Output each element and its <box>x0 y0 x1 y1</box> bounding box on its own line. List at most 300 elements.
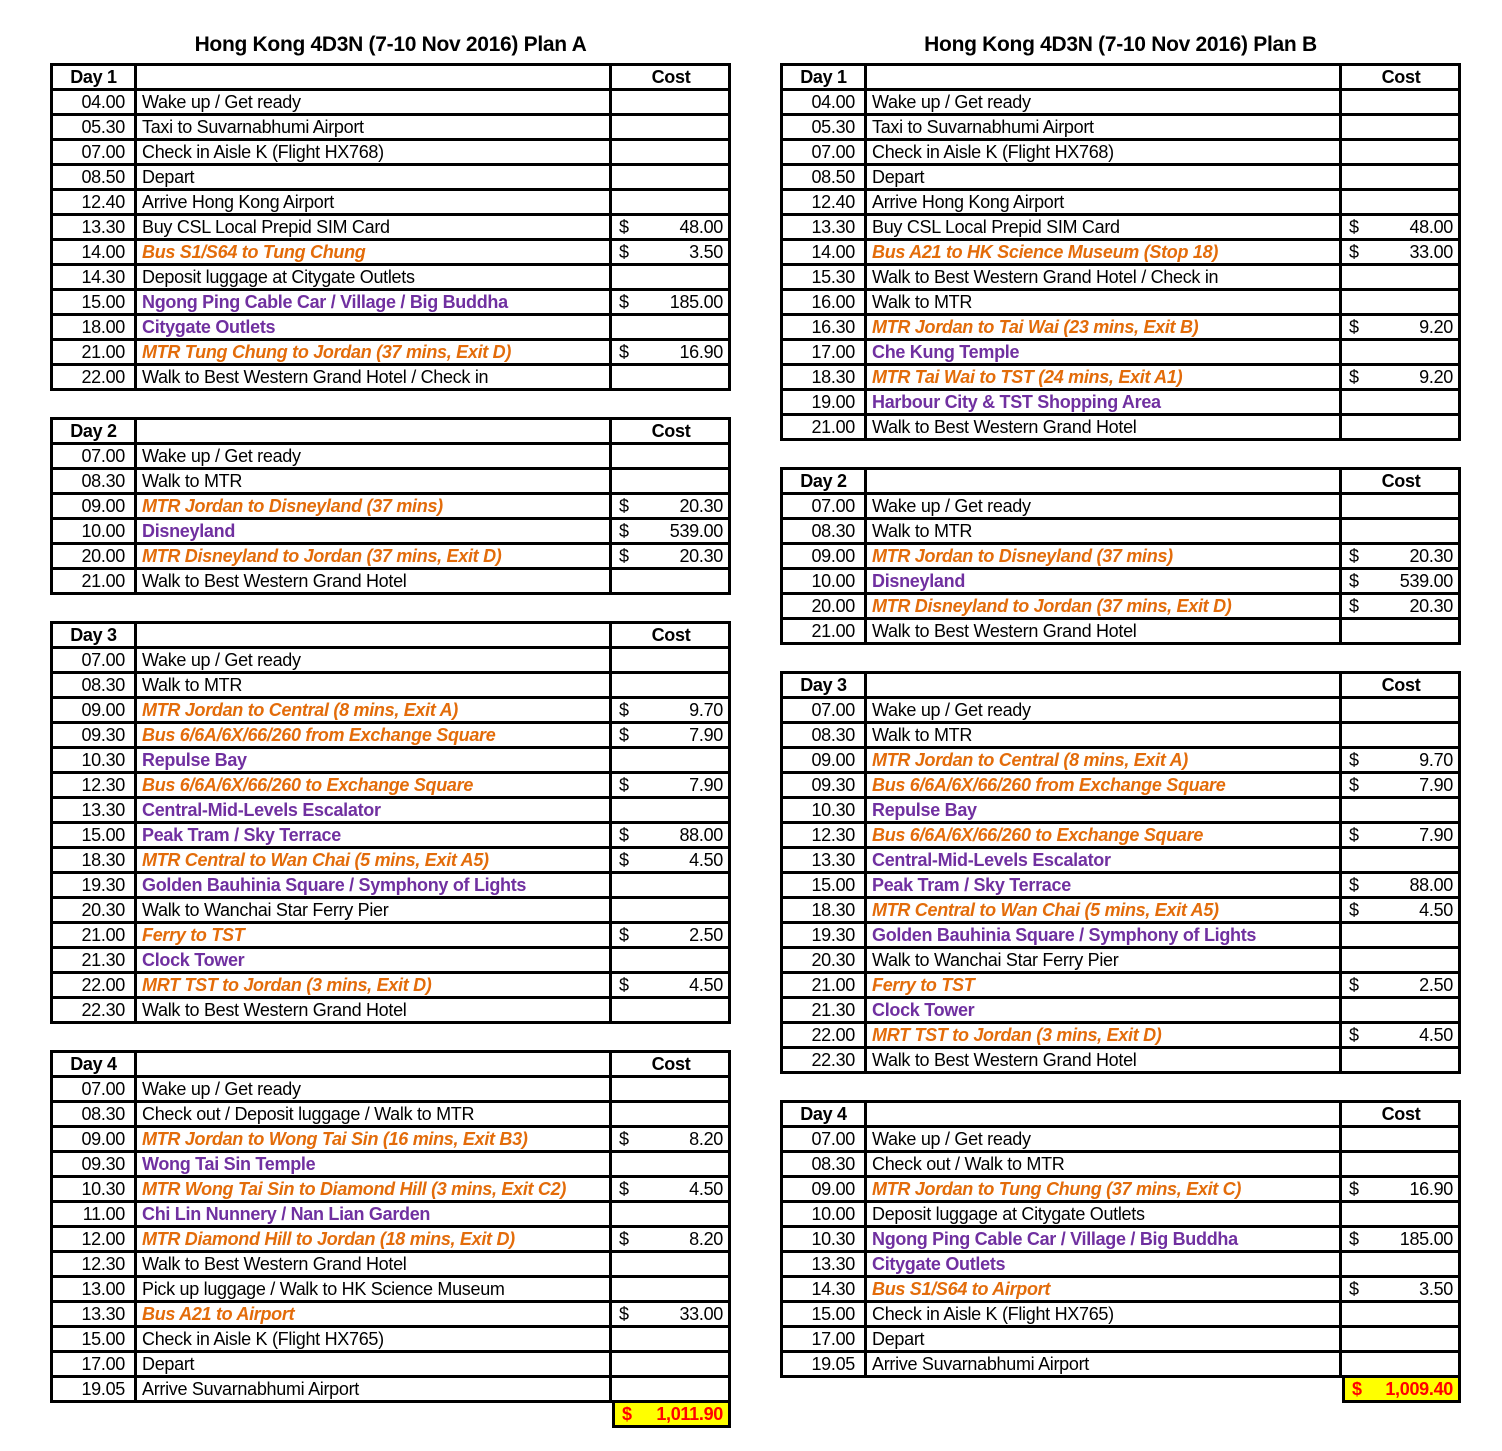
activity-cell: Walk to MTR <box>867 724 1342 746</box>
activity-cell: Ferry to TST <box>867 974 1342 996</box>
day-label: Day 3 <box>783 674 867 696</box>
itinerary-row <box>780 846 1461 874</box>
time-cell: 07.00 <box>783 495 867 517</box>
cost-amount: 2.50 <box>1419 975 1453 995</box>
cost-amount: 9.70 <box>689 700 723 720</box>
cost-cell <box>1342 191 1458 213</box>
itinerary-row <box>780 1300 1461 1328</box>
cost-cell <box>612 774 728 796</box>
activity-cell: Clock Tower <box>867 999 1342 1021</box>
time-cell: 08.50 <box>53 166 137 188</box>
itinerary-row <box>780 163 1461 191</box>
time-cell: 13.30 <box>53 216 137 238</box>
time-cell: 14.00 <box>783 241 867 263</box>
itinerary-row <box>780 1125 1461 1153</box>
cost-cell <box>612 899 728 921</box>
cost-cell <box>1342 341 1458 363</box>
time-cell: 08.30 <box>53 674 137 696</box>
day-header-row <box>780 63 1461 91</box>
activity-cell: Wake up / Get ready <box>867 1128 1342 1150</box>
activity-cell: Deposit luggage at Citygate Outlets <box>867 1203 1342 1225</box>
currency-symbol: $ <box>619 850 629 870</box>
day-label: Day 4 <box>783 1103 867 1125</box>
cost-cell <box>612 724 728 746</box>
cost-cell <box>1342 1303 1458 1325</box>
itinerary-row <box>780 288 1461 316</box>
plan-b-days <box>780 63 1461 1403</box>
day-header-row <box>780 467 1461 495</box>
itinerary-row <box>50 1100 731 1128</box>
cost-cell <box>612 1303 728 1325</box>
cost-cell <box>1342 699 1458 721</box>
time-cell: 17.00 <box>783 341 867 363</box>
currency-symbol: $ <box>619 925 629 945</box>
day-table <box>50 621 731 1024</box>
itinerary-row <box>50 1275 731 1303</box>
activity-cell: Check out / Deposit luggage / Walk to MTR <box>137 1103 612 1125</box>
activity-cell: Check in Aisle K (Flight HX765) <box>867 1303 1342 1325</box>
time-cell: 10.30 <box>783 1228 867 1250</box>
activity-cell: MTR Tai Wai to TST (24 mins, Exit A1) <box>867 366 1342 388</box>
time-cell: 05.30 <box>783 116 867 138</box>
currency-symbol: $ <box>619 1179 629 1199</box>
activity-cell: Buy CSL Local Prepid SIM Card <box>867 216 1342 238</box>
itinerary-row <box>50 1300 731 1328</box>
cost-cell <box>612 341 728 363</box>
header-spacer <box>137 624 612 646</box>
activity-cell: Chi Lin Nunnery / Nan Lian Garden <box>137 1203 612 1225</box>
activity-cell: Bus 6/6A/6X/66/260 to Exchange Square <box>867 824 1342 846</box>
grand-total-amount: 1,009.40 <box>1385 1379 1453 1399</box>
time-cell: 11.00 <box>53 1203 137 1225</box>
cost-amount: 8.20 <box>689 1129 723 1149</box>
activity-cell: MTR Jordan to Central (8 mins, Exit A) <box>137 699 612 721</box>
activity-cell: Walk to Best Western Grand Hotel <box>137 999 612 1021</box>
cost-cell <box>1342 1253 1458 1275</box>
cost-cell <box>1342 1153 1458 1175</box>
activity-cell: MTR Central to Wan Chai (5 mins, Exit A5) <box>867 899 1342 921</box>
day-table <box>780 63 1461 441</box>
time-cell: 09.30 <box>53 1153 137 1175</box>
itinerary-row <box>780 871 1461 899</box>
cost-amount: 7.90 <box>1419 775 1453 795</box>
cost-cell <box>612 241 728 263</box>
activity-cell: Repulse Bay <box>867 799 1342 821</box>
currency-symbol: $ <box>1349 571 1359 591</box>
itinerary-row <box>50 188 731 216</box>
time-cell: 09.30 <box>53 724 137 746</box>
time-cell: 15.30 <box>783 266 867 288</box>
cost-cell <box>612 91 728 113</box>
itinerary-row <box>780 771 1461 799</box>
activity-cell: MRT TST to Jordan (3 mins, Exit D) <box>137 974 612 996</box>
currency-symbol: $ <box>1349 217 1359 237</box>
cost-cell <box>1342 1278 1458 1300</box>
time-cell: 22.00 <box>53 974 137 996</box>
cost-cell <box>1342 1049 1458 1071</box>
cost-cell <box>1342 166 1458 188</box>
cost-amount: 20.30 <box>679 496 723 516</box>
cost-amount: 539.00 <box>669 521 723 541</box>
activity-cell: Bus 6/6A/6X/66/260 from Exchange Square <box>137 724 612 746</box>
time-cell: 15.00 <box>783 1303 867 1325</box>
time-cell: 15.00 <box>53 291 137 313</box>
time-cell: 21.00 <box>53 341 137 363</box>
cost-amount: 4.50 <box>689 850 723 870</box>
activity-cell: Citygate Outlets <box>137 316 612 338</box>
cost-cell <box>612 1153 728 1175</box>
currency-symbol: $ <box>1349 317 1359 337</box>
time-cell: 12.40 <box>783 191 867 213</box>
activity-cell: Central-Mid-Levels Escalator <box>137 799 612 821</box>
day-table <box>50 1050 731 1403</box>
itinerary-row <box>780 1200 1461 1228</box>
activity-cell: Central-Mid-Levels Escalator <box>867 849 1342 871</box>
activity-cell: Wake up / Get ready <box>137 649 612 671</box>
currency-symbol: $ <box>619 725 629 745</box>
cost-cell <box>612 1228 728 1250</box>
activity-cell: Arrive Suvarnabhumi Airport <box>137 1378 612 1400</box>
cost-cell <box>612 520 728 542</box>
time-cell: 18.00 <box>53 316 137 338</box>
itinerary-row <box>50 696 731 724</box>
currency-symbol: $ <box>1349 546 1359 566</box>
time-cell: 04.00 <box>53 91 137 113</box>
currency-symbol: $ <box>1349 1229 1359 1249</box>
cost-cell <box>612 799 728 821</box>
day-label: Day 1 <box>783 66 867 88</box>
time-cell: 09.00 <box>783 749 867 771</box>
day-header-row <box>50 1050 731 1078</box>
cost-cell <box>612 216 728 238</box>
activity-cell: Disneyland <box>137 520 612 542</box>
time-cell: 13.30 <box>53 1303 137 1325</box>
cost-cell <box>1342 595 1458 617</box>
itinerary-row <box>780 592 1461 620</box>
cost-cell <box>612 1128 728 1150</box>
header-spacer <box>137 420 612 442</box>
itinerary-row <box>780 821 1461 849</box>
itinerary-row <box>50 517 731 545</box>
cost-amount: 20.30 <box>679 546 723 566</box>
cost-amount: 20.30 <box>1409 546 1453 566</box>
time-cell: 10.00 <box>53 520 137 542</box>
activity-cell: Wake up / Get ready <box>867 699 1342 721</box>
activity-cell: Bus A21 to Airport <box>137 1303 612 1325</box>
time-cell: 13.30 <box>53 799 137 821</box>
time-cell: 19.00 <box>783 391 867 413</box>
activity-cell: Wake up / Get ready <box>137 91 612 113</box>
cost-column-header: Cost <box>1381 67 1421 87</box>
cost-cell <box>1342 874 1458 896</box>
cost-column-header: Cost <box>651 625 691 645</box>
cost-cell <box>612 291 728 313</box>
activity-cell: MTR Jordan to Central (8 mins, Exit A) <box>867 749 1342 771</box>
currency-symbol: $ <box>619 700 629 720</box>
itinerary-row <box>780 1250 1461 1278</box>
itinerary-row <box>780 1225 1461 1253</box>
itinerary-row <box>780 1350 1461 1378</box>
currency-symbol: $ <box>1349 975 1359 995</box>
itinerary-row <box>50 1225 731 1253</box>
cost-amount: 33.00 <box>1409 242 1453 262</box>
time-cell: 16.30 <box>783 316 867 338</box>
cost-cell <box>612 191 728 213</box>
cost-cell <box>1342 774 1458 796</box>
cost-cell <box>1342 724 1458 746</box>
itinerary-row <box>50 1375 731 1403</box>
time-cell: 07.00 <box>53 445 137 467</box>
cost-cell <box>612 1253 728 1275</box>
itinerary-row <box>50 771 731 799</box>
cost-cell <box>612 849 728 871</box>
cost-cell <box>612 824 728 846</box>
cost-cell <box>1342 241 1458 263</box>
itinerary-row <box>780 413 1461 441</box>
currency-symbol: $ <box>1349 775 1359 795</box>
activity-cell: MTR Jordan to Tung Chung (37 mins, Exit C) <box>867 1178 1342 1200</box>
cost-amount: 48.00 <box>679 217 723 237</box>
itinerary-row <box>50 313 731 341</box>
itinerary-row <box>50 263 731 291</box>
currency-symbol: $ <box>619 242 629 262</box>
time-cell: 07.00 <box>53 649 137 671</box>
day-table <box>50 63 731 391</box>
header-spacer <box>867 674 1342 696</box>
cost-cell <box>612 1178 728 1200</box>
plan-title: Hong Kong 4D3N (7-10 Nov 2016) Plan B <box>924 33 1317 56</box>
itinerary-row <box>50 671 731 699</box>
itinerary-row <box>780 1275 1461 1303</box>
activity-cell: Check out / Walk to MTR <box>867 1153 1342 1175</box>
currency-symbol: $ <box>619 1129 629 1149</box>
currency-symbol: $ <box>1349 1025 1359 1045</box>
activity-cell: MTR Jordan to Disneyland (37 mins) <box>137 495 612 517</box>
day-label: Day 2 <box>53 420 137 442</box>
cost-cell <box>1342 749 1458 771</box>
activity-cell: Taxi to Suvarnabhumi Airport <box>137 116 612 138</box>
cost-amount: 7.90 <box>689 725 723 745</box>
activity-cell: Check in Aisle K (Flight HX768) <box>137 141 612 163</box>
time-cell: 18.30 <box>783 366 867 388</box>
activity-cell: Bus S1/S64 to Airport <box>867 1278 1342 1300</box>
activity-cell: Disneyland <box>867 570 1342 592</box>
cost-amount: 539.00 <box>1399 571 1453 591</box>
itinerary-row <box>780 721 1461 749</box>
cost-cell <box>1342 974 1458 996</box>
activity-cell: Repulse Bay <box>137 749 612 771</box>
cost-cell <box>612 949 728 971</box>
cost-cell <box>612 1378 728 1400</box>
cost-amount: 88.00 <box>679 825 723 845</box>
cost-cell <box>612 141 728 163</box>
grand-total-cell <box>612 1400 731 1428</box>
activity-cell: Bus 6/6A/6X/66/260 to Exchange Square <box>137 774 612 796</box>
cost-cell <box>1342 391 1458 413</box>
activity-cell: Arrive Hong Kong Airport <box>137 191 612 213</box>
itinerary-row <box>780 567 1461 595</box>
itinerary-row <box>780 338 1461 366</box>
day-label: Day 3 <box>53 624 137 646</box>
plan-title: Hong Kong 4D3N (7-10 Nov 2016) Plan A <box>194 33 587 56</box>
time-cell: 19.05 <box>783 1353 867 1375</box>
cost-cell <box>612 1203 728 1225</box>
time-cell: 22.00 <box>783 1024 867 1046</box>
itinerary-row <box>780 88 1461 116</box>
cost-amount: 4.50 <box>1419 900 1453 920</box>
grand-total-cell <box>1342 1375 1461 1403</box>
header-spacer <box>137 66 612 88</box>
cost-cell <box>1342 495 1458 517</box>
time-cell: 07.00 <box>783 141 867 163</box>
time-cell: 22.00 <box>53 366 137 388</box>
day-table <box>780 671 1461 1074</box>
time-cell: 21.00 <box>783 416 867 438</box>
itinerary-row <box>50 1125 731 1153</box>
time-cell: 22.30 <box>53 999 137 1021</box>
day-label: Day 2 <box>783 470 867 492</box>
time-cell: 07.00 <box>783 699 867 721</box>
currency-symbol: $ <box>1349 242 1359 262</box>
cost-cell <box>612 366 728 388</box>
time-cell: 12.30 <box>783 824 867 846</box>
activity-cell: Walk to Best Western Grand Hotel <box>137 1253 612 1275</box>
time-cell: 14.00 <box>53 241 137 263</box>
activity-cell: Walk to Best Western Grand Hotel <box>137 570 612 592</box>
activity-cell: MRT TST to Jordan (3 mins, Exit D) <box>867 1024 1342 1046</box>
currency-symbol: $ <box>1349 1179 1359 1199</box>
cost-cell <box>612 570 728 592</box>
time-cell: 21.00 <box>53 570 137 592</box>
cost-amount: 9.20 <box>1419 317 1453 337</box>
time-cell: 09.30 <box>783 774 867 796</box>
time-cell: 20.30 <box>53 899 137 921</box>
activity-cell: Walk to Wanchai Star Ferry Pier <box>867 949 1342 971</box>
currency-symbol: $ <box>619 521 629 541</box>
cost-cell <box>1342 520 1458 542</box>
cost-amount: 88.00 <box>1409 875 1453 895</box>
currency-symbol: $ <box>619 825 629 845</box>
time-cell: 18.30 <box>783 899 867 921</box>
activity-cell: Pick up luggage / Walk to HK Science Museum <box>137 1278 612 1300</box>
cost-column-header: Cost <box>651 67 691 87</box>
header-spacer <box>867 1103 1342 1125</box>
cost-cell <box>612 924 728 946</box>
itinerary-row <box>50 288 731 316</box>
cost-cell <box>1342 116 1458 138</box>
itinerary-row <box>50 213 731 241</box>
day-table <box>50 417 731 595</box>
cost-amount: 33.00 <box>679 1304 723 1324</box>
cost-cell <box>612 874 728 896</box>
cost-cell <box>612 974 728 996</box>
cost-amount: 9.70 <box>1419 750 1453 770</box>
cost-column-header: Cost <box>1381 675 1421 695</box>
time-cell: 07.00 <box>783 1128 867 1150</box>
cost-amount: 4.50 <box>689 975 723 995</box>
activity-cell: Bus A21 to HK Science Museum (Stop 18) <box>867 241 1342 263</box>
total-row <box>50 1400 731 1428</box>
time-cell: 09.00 <box>783 1178 867 1200</box>
cost-cell <box>1342 824 1458 846</box>
time-cell: 10.00 <box>783 570 867 592</box>
time-cell: 09.00 <box>53 699 137 721</box>
cost-amount: 4.50 <box>689 1179 723 1199</box>
cost-cell <box>612 674 728 696</box>
time-cell: 19.30 <box>53 874 137 896</box>
time-cell: 20.00 <box>53 545 137 567</box>
currency-symbol: $ <box>1349 900 1359 920</box>
time-cell: 04.00 <box>783 91 867 113</box>
cost-cell <box>1342 416 1458 438</box>
itinerary-row <box>50 492 731 520</box>
activity-cell: MTR Jordan to Tai Wai (23 mins, Exit B) <box>867 316 1342 338</box>
cost-cell <box>612 699 728 721</box>
currency-symbol: $ <box>1349 1279 1359 1299</box>
cost-cell <box>612 1353 728 1375</box>
cost-cell <box>1342 570 1458 592</box>
itinerary-row <box>780 517 1461 545</box>
activity-cell: MTR Disneyland to Jordan (37 mins, Exit D) <box>867 595 1342 617</box>
currency-symbol: $ <box>1349 596 1359 616</box>
cost-cell <box>612 470 728 492</box>
time-cell: 20.30 <box>783 949 867 971</box>
itinerary-row <box>780 542 1461 570</box>
cost-cell <box>612 316 728 338</box>
time-cell: 09.00 <box>53 495 137 517</box>
activity-cell: Clock Tower <box>137 949 612 971</box>
itinerary-row <box>780 1046 1461 1074</box>
itinerary-row <box>50 163 731 191</box>
activity-cell: Wake up / Get ready <box>867 91 1342 113</box>
currency-symbol: $ <box>1349 825 1359 845</box>
time-cell: 12.00 <box>53 1228 137 1250</box>
time-cell: 21.00 <box>783 974 867 996</box>
time-cell: 14.30 <box>53 266 137 288</box>
itinerary-row <box>780 113 1461 141</box>
itinerary-row <box>780 213 1461 241</box>
cost-cell <box>1342 924 1458 946</box>
itinerary-row <box>50 1075 731 1103</box>
time-cell: 19.30 <box>783 924 867 946</box>
cost-cell <box>1342 799 1458 821</box>
cost-cell <box>1342 620 1458 642</box>
activity-cell: Check in Aisle K (Flight HX765) <box>137 1328 612 1350</box>
time-cell: 08.30 <box>783 1153 867 1175</box>
time-cell: 13.00 <box>53 1278 137 1300</box>
itinerary-row <box>50 442 731 470</box>
activity-cell: Arrive Hong Kong Airport <box>867 191 1342 213</box>
activity-cell: Arrive Suvarnabhumi Airport <box>867 1353 1342 1375</box>
cost-cell <box>1342 545 1458 567</box>
itinerary-row <box>780 1175 1461 1203</box>
activity-cell: Deposit luggage at Citygate Outlets <box>137 266 612 288</box>
itinerary-row <box>780 896 1461 924</box>
day-label: Day 1 <box>53 66 137 88</box>
itinerary-row <box>780 996 1461 1024</box>
cost-cell <box>612 445 728 467</box>
activity-cell: MTR Tung Chung to Jordan (37 mins, Exit D) <box>137 341 612 363</box>
currency-symbol: $ <box>619 775 629 795</box>
activity-cell: Peak Tram / Sky Terrace <box>137 824 612 846</box>
activity-cell: Walk to MTR <box>867 520 1342 542</box>
header-spacer <box>867 66 1342 88</box>
grand-total-amount: 1,011.90 <box>656 1404 723 1424</box>
time-cell: 17.00 <box>53 1353 137 1375</box>
itinerary-row <box>780 313 1461 341</box>
activity-cell: Walk to Wanchai Star Ferry Pier <box>137 899 612 921</box>
activity-cell: Walk to MTR <box>867 291 1342 313</box>
